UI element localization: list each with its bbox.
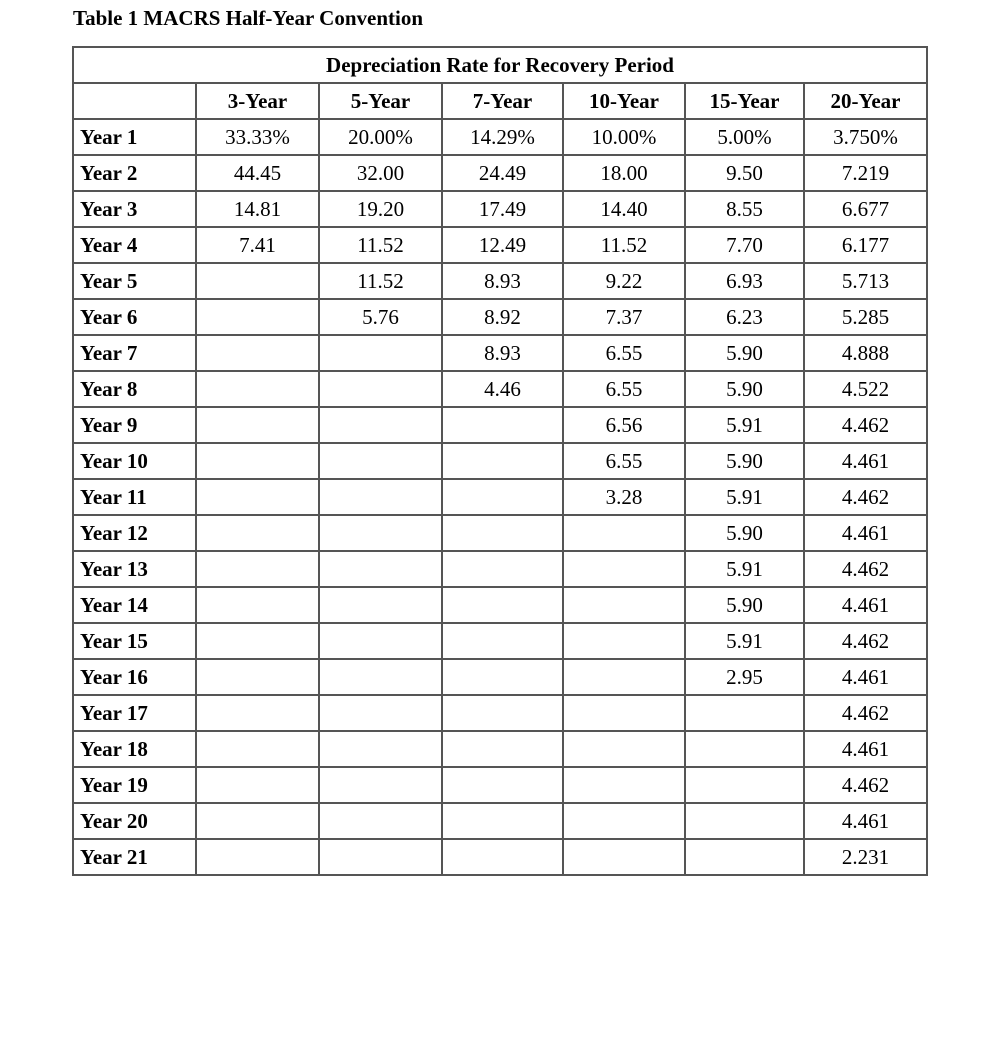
rate-cell [685,839,804,875]
table-row [73,551,927,587]
row-label: Year 6 [73,299,196,335]
table-row [73,731,927,767]
rate-cell [319,587,442,623]
rate-cell [442,659,563,695]
row-label: Year 8 [73,371,196,407]
rate-cell: 20.00% [319,119,442,155]
rate-cell: 3.28 [563,479,685,515]
rate-cell [196,371,319,407]
rate-cell [196,803,319,839]
rate-cell [563,587,685,623]
table-row [73,119,927,155]
rate-cell: 33.33% [196,119,319,155]
rate-cell: 6.177 [804,227,927,263]
rate-cell [563,731,685,767]
rate-cell [196,767,319,803]
row-label: Year 13 [73,551,196,587]
rate-cell [442,443,563,479]
row-label: Year 20 [73,803,196,839]
row-label: Year 5 [73,263,196,299]
column-header-row [73,83,927,119]
column-header: 10-Year [563,83,685,119]
column-header: 3-Year [196,83,319,119]
rate-cell: 5.91 [685,407,804,443]
rate-cell [196,587,319,623]
rate-cell: 12.49 [442,227,563,263]
row-label: Year 3 [73,191,196,227]
rate-cell [442,587,563,623]
rate-cell: 2.95 [685,659,804,695]
column-header: 15-Year [685,83,804,119]
rate-cell: 4.462 [804,479,927,515]
rate-cell: 4.888 [804,335,927,371]
rate-cell: 8.92 [442,299,563,335]
rate-cell: 14.81 [196,191,319,227]
row-label: Year 17 [73,695,196,731]
rate-cell: 14.40 [563,191,685,227]
row-label: Year 1 [73,119,196,155]
rate-cell: 2.231 [804,839,927,875]
rate-cell: 5.90 [685,587,804,623]
macrs-table [72,46,928,876]
rate-cell: 8.93 [442,335,563,371]
rate-cell: 4.462 [804,551,927,587]
row-label: Year 18 [73,731,196,767]
rate-cell [319,623,442,659]
rate-cell [196,299,319,335]
rate-cell [563,515,685,551]
rate-cell: 6.93 [685,263,804,299]
rate-cell [196,659,319,695]
rate-cell [442,623,563,659]
row-label: Year 14 [73,587,196,623]
rate-cell [563,659,685,695]
rate-cell: 4.461 [804,443,927,479]
table-row [73,227,927,263]
rate-cell [442,767,563,803]
rate-cell: 14.29% [442,119,563,155]
super-header-row [73,47,927,83]
table-row [73,659,927,695]
rate-cell: 4.461 [804,659,927,695]
rate-cell: 5.90 [685,515,804,551]
table-row [73,479,927,515]
table-row [73,299,927,335]
rate-cell: 11.52 [319,263,442,299]
rate-cell: 32.00 [319,155,442,191]
table-row [73,407,927,443]
rate-cell: 8.55 [685,191,804,227]
rate-cell [196,263,319,299]
table-row [73,515,927,551]
rate-cell: 9.22 [563,263,685,299]
rate-cell [442,479,563,515]
rate-cell [442,803,563,839]
rate-cell: 10.00% [563,119,685,155]
table-row [73,695,927,731]
rate-cell [196,407,319,443]
rate-cell [563,767,685,803]
rate-cell [685,767,804,803]
table-row [73,191,927,227]
rate-cell: 4.461 [804,515,927,551]
rate-cell: 4.461 [804,803,927,839]
table-row [73,335,927,371]
rate-cell [319,731,442,767]
rate-cell: 4.46 [442,371,563,407]
rate-cell: 44.45 [196,155,319,191]
corner-cell [73,83,196,119]
rate-cell [196,695,319,731]
rate-cell: 4.461 [804,587,927,623]
rate-cell: 5.713 [804,263,927,299]
row-label: Year 15 [73,623,196,659]
rate-cell [319,479,442,515]
rate-cell [319,551,442,587]
rate-cell [196,443,319,479]
rate-cell [442,551,563,587]
row-label: Year 19 [73,767,196,803]
table-row [73,803,927,839]
rate-cell: 7.37 [563,299,685,335]
column-header: 7-Year [442,83,563,119]
rate-cell [319,659,442,695]
rate-cell: 5.91 [685,623,804,659]
rate-cell [196,515,319,551]
rate-cell: 4.462 [804,695,927,731]
rate-cell: 6.55 [563,371,685,407]
rate-cell: 5.91 [685,551,804,587]
rate-cell [319,695,442,731]
rate-cell: 4.462 [804,407,927,443]
table-row [73,155,927,191]
rate-cell: 5.00% [685,119,804,155]
rate-cell [685,803,804,839]
table-row [73,623,927,659]
rate-cell [563,803,685,839]
rate-cell [196,479,319,515]
rate-cell: 4.462 [804,767,927,803]
rate-cell [319,839,442,875]
rate-cell [319,803,442,839]
rate-cell: 5.91 [685,479,804,515]
rate-cell [685,695,804,731]
row-label: Year 9 [73,407,196,443]
rate-cell [563,551,685,587]
rate-cell [442,731,563,767]
rate-cell [563,695,685,731]
table-caption: Table 1 MACRS Half-Year Convention [73,6,424,30]
rate-cell [196,731,319,767]
rate-cell [319,443,442,479]
table-row [73,839,927,875]
row-label: Year 10 [73,443,196,479]
rate-cell: 7.70 [685,227,804,263]
rate-cell [319,371,442,407]
rate-cell: 5.90 [685,335,804,371]
rate-cell: 4.461 [804,731,927,767]
rate-cell: 5.90 [685,371,804,407]
table-row [73,371,927,407]
rate-cell [442,839,563,875]
rate-cell: 11.52 [563,227,685,263]
row-label: Year 12 [73,515,196,551]
rate-cell [319,335,442,371]
rate-cell: 5.285 [804,299,927,335]
rate-cell: 4.462 [804,623,927,659]
table-row [73,587,927,623]
rate-cell: 5.76 [319,299,442,335]
rate-cell [563,623,685,659]
row-label: Year 16 [73,659,196,695]
rate-cell: 6.55 [563,443,685,479]
row-label: Year 2 [73,155,196,191]
rate-cell [319,407,442,443]
rate-cell [196,551,319,587]
row-label: Year 7 [73,335,196,371]
rate-cell [442,515,563,551]
super-header: Depreciation Rate for Recovery Period [73,47,927,83]
rate-cell: 6.23 [685,299,804,335]
rate-cell [319,515,442,551]
rate-cell [442,695,563,731]
table-row [73,443,927,479]
column-header: 20-Year [804,83,927,119]
table-row [73,767,927,803]
rate-cell: 8.93 [442,263,563,299]
rate-cell: 4.522 [804,371,927,407]
rate-cell [196,839,319,875]
row-label: Year 4 [73,227,196,263]
rate-cell: 11.52 [319,227,442,263]
rate-cell: 6.677 [804,191,927,227]
rate-cell: 24.49 [442,155,563,191]
rate-cell: 9.50 [685,155,804,191]
rate-cell: 19.20 [319,191,442,227]
rate-cell [196,335,319,371]
rate-cell: 3.750% [804,119,927,155]
rate-cell: 6.56 [563,407,685,443]
rate-cell: 5.90 [685,443,804,479]
rate-cell: 17.49 [442,191,563,227]
rate-cell [442,407,563,443]
table-row [73,263,927,299]
row-label: Year 11 [73,479,196,515]
column-header: 5-Year [319,83,442,119]
rate-cell [319,767,442,803]
rate-cell: 7.219 [804,155,927,191]
rate-cell [685,731,804,767]
rate-cell [196,623,319,659]
rate-cell: 6.55 [563,335,685,371]
row-label: Year 21 [73,839,196,875]
rate-cell [563,839,685,875]
rate-cell: 18.00 [563,155,685,191]
rate-cell: 7.41 [196,227,319,263]
